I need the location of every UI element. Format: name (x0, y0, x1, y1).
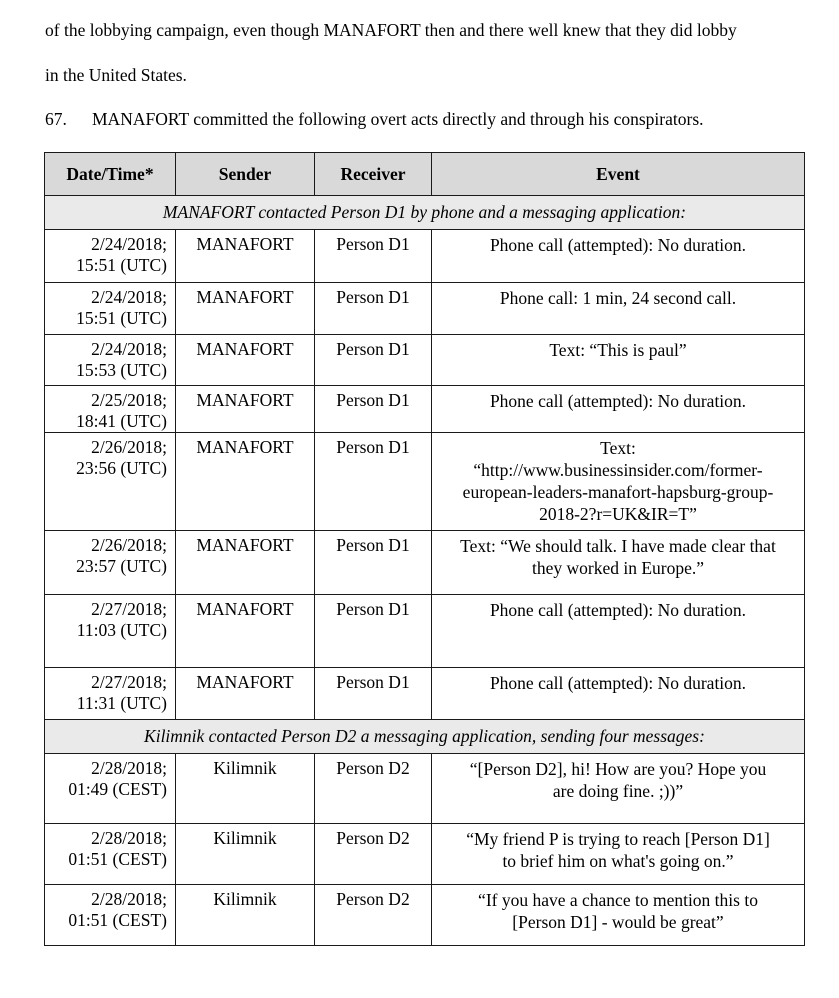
body-text-line-1: of the lobbying campaign, even though MANAFORT then and there well knew that they did lobby (45, 20, 737, 40)
sender-cell: MANAFORT (176, 283, 315, 335)
table-row (45, 595, 805, 668)
paragraph-number: 67. (45, 109, 67, 129)
date-time-cell: 2/25/2018; 18:41 (UTC) (45, 386, 176, 433)
receiver-cell: Person D2 (315, 754, 432, 824)
table-row (45, 824, 805, 885)
event-cell: “If you have a chance to mention this to [Person D1] - would be great” (432, 885, 805, 946)
sender-cell: MANAFORT (176, 531, 315, 595)
paragraph-text: MANAFORT committed the following overt acts directly and through his conspirators. (92, 109, 704, 129)
table-header-row (45, 153, 805, 196)
sender-cell: Kilimnik (176, 885, 315, 946)
receiver-cell: Person D1 (315, 531, 432, 595)
table-row (45, 885, 805, 946)
receiver-cell: Person D1 (315, 283, 432, 335)
event-cell: Phone call (attempted): No duration. (432, 595, 805, 668)
section-row (45, 196, 805, 230)
date-time-cell: 2/24/2018; 15:53 (UTC) (45, 335, 176, 386)
sender-cell: MANAFORT (176, 668, 315, 720)
table-row (45, 335, 805, 386)
section-title: Kilimnik contacted Person D2 a messaging application, sending four messages: (45, 720, 805, 754)
table-row (45, 531, 805, 595)
event-cell: Phone call (attempted): No duration. (432, 230, 805, 283)
date-time-cell: 2/28/2018; 01:49 (CEST) (45, 754, 176, 824)
sender-cell: MANAFORT (176, 335, 315, 386)
date-time-cell: 2/28/2018; 01:51 (CEST) (45, 824, 176, 885)
sender-cell: MANAFORT (176, 230, 315, 283)
header-sender: Sender (176, 153, 315, 196)
header-receiver: Receiver (315, 153, 432, 196)
sender-cell: MANAFORT (176, 386, 315, 433)
sender-cell: MANAFORT (176, 433, 315, 531)
table-row (45, 433, 805, 531)
table-row (45, 230, 805, 283)
event-cell: Phone call: 1 min, 24 second call. (432, 283, 805, 335)
table-row (45, 754, 805, 824)
header-event: Event (432, 153, 805, 196)
receiver-cell: Person D1 (315, 230, 432, 283)
table-row (45, 283, 805, 335)
sender-cell: Kilimnik (176, 754, 315, 824)
date-time-cell: 2/26/2018; 23:57 (UTC) (45, 531, 176, 595)
event-cell: Text: “We should talk. I have made clear that they worked in Europe.” (432, 531, 805, 595)
section-title: MANAFORT contacted Person D1 by phone and a messaging application: (45, 196, 805, 230)
receiver-cell: Person D1 (315, 668, 432, 720)
sender-cell: MANAFORT (176, 595, 315, 668)
section-row (45, 720, 805, 754)
header-date-time: Date/Time* (45, 153, 176, 196)
date-time-cell: 2/24/2018; 15:51 (UTC) (45, 283, 176, 335)
table-row (45, 386, 805, 433)
event-cell: “My friend P is trying to reach [Person D1] to brief him on what's going on.” (432, 824, 805, 885)
overt-acts-table (44, 152, 805, 946)
date-time-cell: 2/24/2018; 15:51 (UTC) (45, 230, 176, 283)
receiver-cell: Person D1 (315, 595, 432, 668)
event-cell: Text: “This is paul” (432, 335, 805, 386)
date-time-cell: 2/27/2018; 11:03 (UTC) (45, 595, 176, 668)
event-cell: Phone call (attempted): No duration. (432, 386, 805, 433)
receiver-cell: Person D1 (315, 433, 432, 531)
event-cell: “[Person D2], hi! How are you? Hope you are doing fine. ;))” (432, 754, 805, 824)
receiver-cell: Person D1 (315, 335, 432, 386)
date-time-cell: 2/27/2018; 11:31 (UTC) (45, 668, 176, 720)
event-cell: Phone call (attempted): No duration. (432, 668, 805, 720)
receiver-cell: Person D1 (315, 386, 432, 433)
date-time-cell: 2/28/2018; 01:51 (CEST) (45, 885, 176, 946)
event-cell: Text: “http://www.businessinsider.com/former- european-leaders-manafort-hapsburg-group- 2018-2?r=UK&IR=T” (432, 433, 805, 531)
date-time-cell: 2/26/2018; 23:56 (UTC) (45, 433, 176, 531)
table-row (45, 668, 805, 720)
receiver-cell: Person D2 (315, 885, 432, 946)
receiver-cell: Person D2 (315, 824, 432, 885)
body-text-line-2: in the United States. (45, 65, 187, 85)
paragraph-67 (45, 111, 704, 129)
sender-cell: Kilimnik (176, 824, 315, 885)
